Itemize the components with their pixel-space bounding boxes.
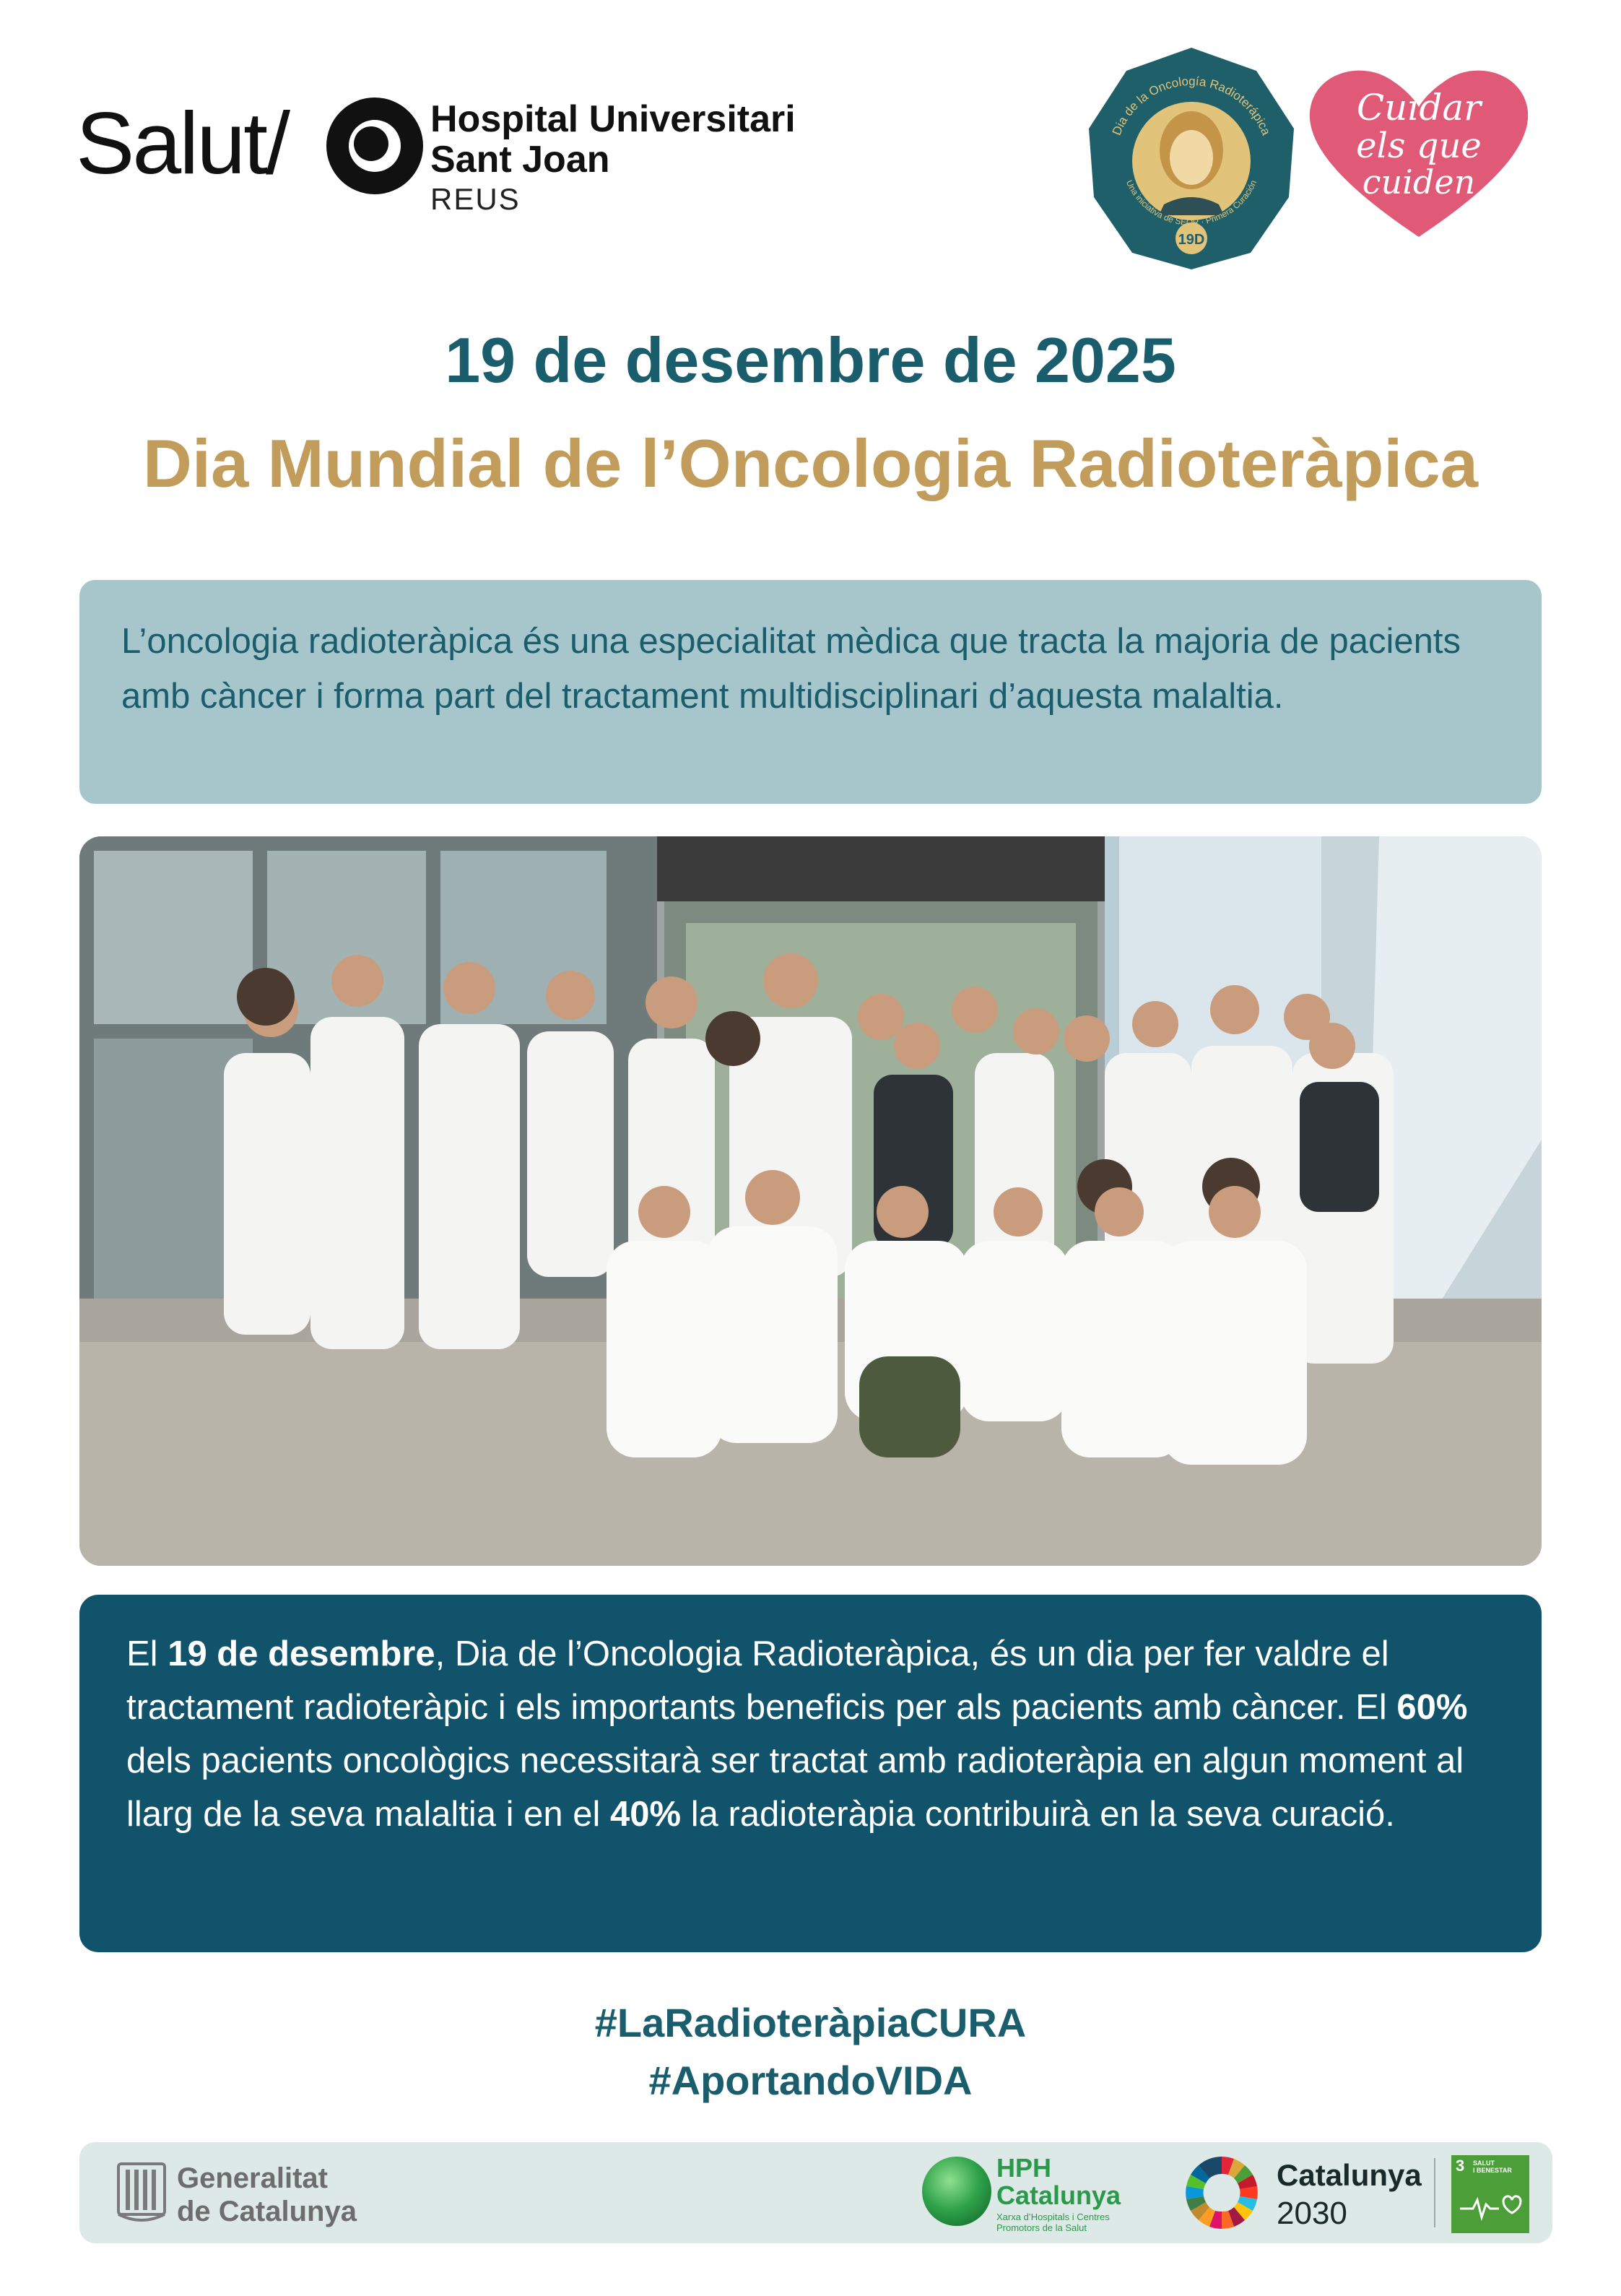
hospital-city: REUS (430, 182, 521, 216)
date-title: 19 de desembre de 2025 (445, 324, 1176, 396)
heart-text-line2: els que (1356, 126, 1482, 166)
badge-text-top: Dia de la Oncología Radioterápica (1109, 74, 1274, 137)
info-date-bold: 19 de desembre (168, 1634, 435, 1673)
heart-text-line1: Cuidar (1356, 87, 1482, 129)
footer-divider (1434, 2158, 1435, 2227)
hph-globe-icon (921, 2155, 993, 2227)
hospital-name-line2: Sant Joan (430, 139, 610, 181)
page-title: Dia Mundial de l’Oncologia Radioteràpica (143, 425, 1478, 501)
intro-text: L’oncologia radioteràpica és una especialitat mèdica que tracta la majoria de pacients amb càncer i forma part del tractament multidisciplinari d’aquesta malaltia. (121, 622, 1461, 716)
sdg3-number: 3 (1456, 2157, 1465, 2175)
salut-logo: Salut/ (76, 94, 288, 192)
team-photo (79, 836, 1542, 1566)
hph-title: HPH Catalunya (996, 2153, 1121, 2210)
hospital-name (430, 99, 796, 180)
heart-icon (1300, 56, 1538, 244)
catalunya-title: Catalunya (1277, 2158, 1422, 2192)
sdg-wheel-icon (1184, 2155, 1259, 2230)
generalitat-text: Generalitat de Catalunya (177, 2162, 357, 2227)
hashtag-aportandovida: #AportandoVIDA (648, 2058, 973, 2103)
hph-subtitle: Xarxa d’Hospitals i Centres Promotors de la Salut (996, 2211, 1110, 2233)
info-40-bold: 40% (610, 1795, 682, 1834)
catalunya-year: 2030 (1277, 2196, 1347, 2231)
heartbeat-icon (1459, 2188, 1522, 2224)
info-text: El 19 de desembre, Dia de l’Oncologia Radioteràpica, és un dia per fer valdre el tractament radioteràpic i els importants beneficis per als pacients amb càncer. El 60% dels pacients oncològics necessitarà ser tractat amb radioteràpia en algun moment al llarg de la seva malaltia i en el 40% la radioteràpia contribuirà en la seva curació. (126, 1634, 1468, 1834)
badge-text-bottom: Una iniciativa de SEOR · Primera Curación (1124, 178, 1259, 228)
heart-text-line3: cuiden (1362, 163, 1476, 202)
badge-number: 19D (1178, 232, 1205, 248)
marie-curie-badge-icon (1083, 42, 1300, 273)
generalitat-emblem-icon (114, 2159, 169, 2224)
hospital-ring-icon (326, 98, 423, 194)
sdg3-label: SALUT I BENESTAR (1473, 2159, 1512, 2174)
hashtag-radioterapia: #LaRadioteràpiaCURA (594, 2000, 1027, 2045)
hospital-name-line1: Hospital Universitari (430, 98, 796, 140)
info-60-bold: 60% (1396, 1688, 1468, 1727)
